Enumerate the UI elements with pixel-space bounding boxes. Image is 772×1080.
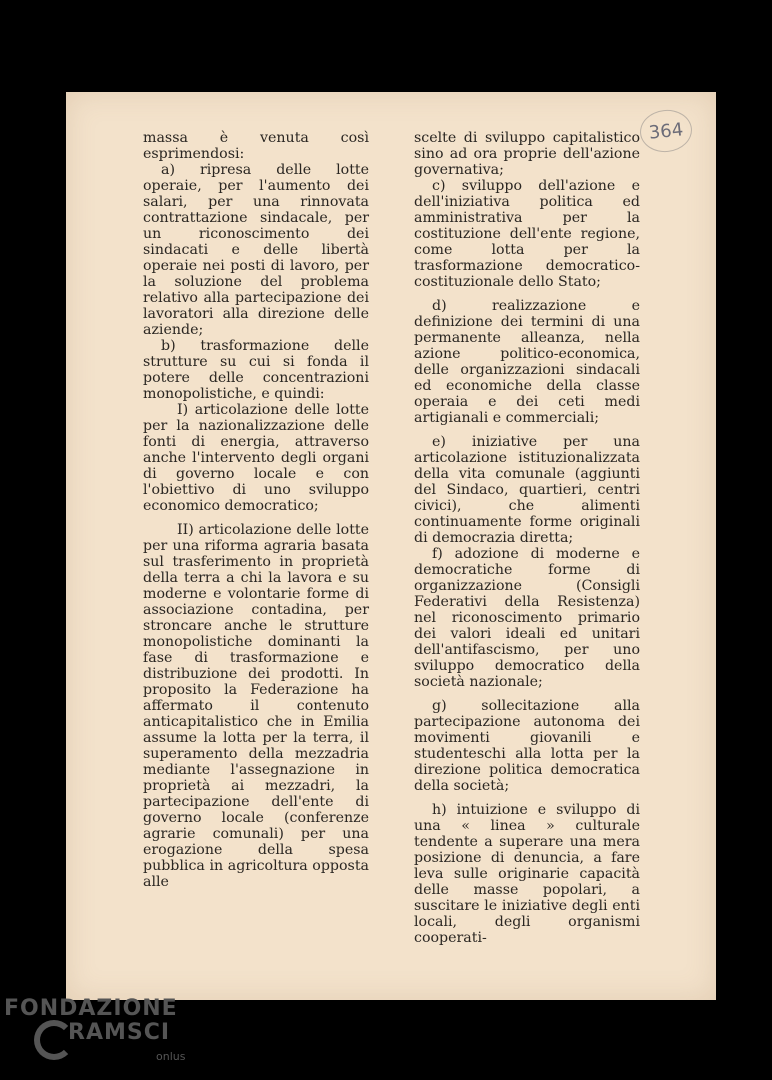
left-column xyxy=(143,130,369,890)
logo-text: FONDAZIONE xyxy=(4,996,178,1021)
paragraph: d) realizzazione e definizione dei termini di una permanente alleanza, nella azione politico-economica, delle organizzazioni sindacali ed economiche della classe operaia e dei ceti medi artigianali e commerciali; xyxy=(414,298,640,426)
logo-text: RAMSCI xyxy=(68,1020,171,1045)
paragraph: f) adozione di moderne e democratiche forme di organizzazione (Consigli Federativi della Resistenza) nel riconoscimento primario dei valori ideali ed unitari dell'antifascismo, per uno sviluppo democratico della società nazionale; xyxy=(414,546,640,690)
paragraph: b) trasformazione delle strutture su cui si fonda il potere delle concentrazioni monopolistiche, e quindi: xyxy=(143,338,369,402)
paragraph: II) articolazione delle lotte per una riforma agraria basata sul trasferimento in proprietà della terra a chi la lavora e su moderne e volontarie forme di associazione contadina, per stroncare anche le strutture monopolistiche dominanti la fase di trasformazione e distribuzione dei prodotti. In proposito la Federazione ha affermato il contenuto anticapitalistico che in Emilia assume la lotta per la terra, il superamento della mezzadria mediante l'assegnazione in proprietà ai mezzadri, la partecipazione dell'ente di governo locale (conferenze agrarie comunali) per una erogazione della spesa pubblica in agricoltura opposta alle xyxy=(143,522,369,890)
page-number: 364 xyxy=(638,107,694,154)
paragraph: I) articolazione delle lotte per la nazionalizzazione delle fonti di energia, attraverso anche l'intervento degli organi di governo locale e con l'obiettivo di uno sviluppo economico democratico; xyxy=(143,402,369,514)
logo-subtext: onlus xyxy=(156,1050,186,1063)
paragraph: h) intuizione e sviluppo di una « linea » culturale tendente a superare una mera posizione di denuncia, a fare leva sulle originarie capacità delle masse popolari, a suscitare le iniziative degli enti locali, degli organismi cooperati- xyxy=(414,802,640,946)
right-column xyxy=(414,130,640,946)
paragraph: c) sviluppo dell'azione e dell'iniziativa politica ed amministrativa per la costituzione dell'ente regione, come lotta per la trasformazione democratico-costituzionale dello Stato; xyxy=(414,178,640,290)
paragraph: massa è venuta così esprimendosi: xyxy=(143,130,369,162)
paragraph: a) ripresa delle lotte operaie, per l'aumento dei salari, per una rinnovata contrattazione sindacale, per un riconoscimento dei sindacati e delle libertà operaie nei posti di lavoro, per la soluzione del problema relativo alla partecipazione dei lavoratori alla direzione delle aziende; xyxy=(143,162,369,338)
paragraph: scelte di sviluppo capitalistico sino ad ora proprie dell'azione governativa; xyxy=(414,130,640,178)
paragraph: g) sollecitazione alla partecipazione autonoma dei movimenti giovanili e studenteschi alla lotta per la direzione politica democratica della società; xyxy=(414,698,640,794)
fondazione-gramsci-logo xyxy=(4,996,204,1080)
paragraph: e) iniziative per una articolazione istituzionalizzata della vita comunale (aggiunti del Sindaco, quartieri, centri civici), che alimenti continuamente forme originali di democrazia diretta; xyxy=(414,434,640,546)
